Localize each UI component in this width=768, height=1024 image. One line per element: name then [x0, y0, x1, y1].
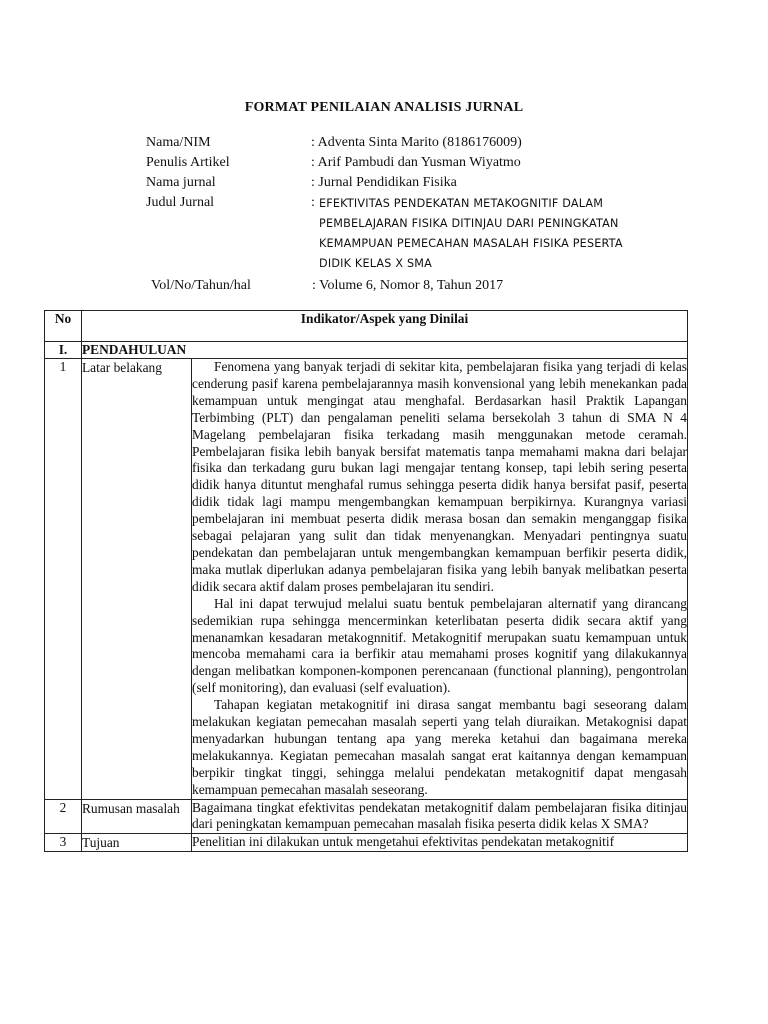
row-content — [192, 359, 688, 800]
paragraph: Bagaimana tingkat efektivitas pendekatan metakognitif dalam pembelajaran fisika ditinjau dari peningkatan kemampuan pemecahan masalah fisika peserta didik kelas X SMA? — [192, 799, 687, 832]
vol-value: : Volume 6, Nomor 8, Tahun 2017 — [312, 278, 504, 293]
paragraph: Penelitian ini dilakukan untuk mengetahui efektivitas pendekatan metakognitif — [192, 834, 615, 850]
section-row — [45, 342, 688, 359]
table-header-row — [45, 311, 688, 342]
meta-row-vol — [146, 276, 706, 296]
jurnal-value: : Jurnal Pendidikan Fisika — [311, 175, 457, 190]
table-row — [45, 359, 688, 800]
section-title: PENDAHULUAN — [82, 342, 688, 359]
table-row — [45, 799, 688, 834]
row-label: Latar belakang — [82, 359, 192, 800]
meta-row-judul — [146, 193, 706, 273]
row-label: Tujuan — [82, 834, 192, 852]
vol-label: Vol/No/Tahun/hal — [151, 278, 251, 293]
jurnal-label: Nama jurnal — [146, 175, 216, 190]
row-number: 3 — [45, 834, 82, 852]
judul-line: EFEKTIVITAS PENDEKATAN METAKOGNITIF DALAM — [319, 197, 604, 210]
meta-row-nama — [146, 133, 706, 153]
row-number: 2 — [45, 799, 82, 834]
paragraph: Fenomena yang banyak terjadi di sekitar kita, pembelajaran fisika yang terjadi di kelas cenderung pasif karena pembelajarannya masih konvensional yang lebih menekankan pada kemampuan untuk mengingat atau menghafal. Berdasarkan hasil Praktik Lapangan Terbimbing (PLT) dan pengalaman peneliti selama bersekolah 3 tahun di SMA N 4 Magelang pembelajaran fisika terkadang masih menggunakan metode ceramah. Pembelajaran fisika lebih banyak bersifat matematis tanpa memahami makna dari belajar fisika dan terkadang guru bukan lagi mengajar tentang konsep, tapi lebih sering peserta didik hanya dituntut menghafal rumus sehingga peserta didik hanya bersifat pasif, peserta didik tidak lagi mampu mengembangkan kemampuan berpikirnya. Kurangnya variasi pembelajaran ini membuat peserta didik merasa bosan dan semakin menganggap fisika sebagai pelajaran yang sulit dan tidak menyenangkan. Menyadari pentingnya suatu pendekatan dan pembelajaran untuk mengembangkan kemampuan berfikir peserta didik, maka mutlak diperlukan adanya pembelajaran fisika yang lebih banyak melibatkan peserta didik secara aktif dalam proses pembelajaran itu sendiri. — [192, 359, 687, 594]
row-label: Rumusan masalah — [82, 799, 192, 834]
judul-value — [319, 193, 706, 273]
judul-label: Judul Jurnal — [146, 195, 215, 210]
section-number: I. — [45, 342, 82, 359]
document-title: FORMAT PENILAIAN ANALISIS JURNAL — [244, 100, 524, 115]
journal-metadata — [146, 133, 706, 296]
row-content — [192, 799, 688, 834]
meta-row-jurnal — [146, 173, 706, 193]
column-header-no: No — [45, 311, 82, 342]
meta-row-penulis — [146, 153, 706, 173]
judul-line: KEMAMPUAN PEMECAHAN MASALAH FISIKA PESERTA — [319, 237, 623, 250]
nama-value: : Adventa Sinta Marito (8186176009) — [311, 135, 522, 150]
judul-line: DIDIK KELAS X SMA — [319, 257, 432, 270]
penulis-label: Penulis Artikel — [146, 155, 230, 170]
row-number: 1 — [45, 359, 82, 800]
penulis-value: : Arif Pambudi dan Yusman Wiyatmo — [311, 155, 521, 170]
judul-separator: : — [311, 195, 315, 210]
table-row — [45, 834, 688, 852]
paragraph: Hal ini dapat terwujud melalui suatu bentuk pembelajaran alternatif yang dirancang sedemikian rupa sehingga mencerminkan keterlibatan peserta didik secara aktif yang menanamkan kesadaran metakognnitif. Metakognitif merupakan suatu kemampuan untuk mencoba memahami cara ia berfikir atau memahami proses kognitif yang dilakukannya dengan melibatkan komponen-komponen perencanaan (functional planning), pengontrolan (self monitoring), dan evaluasi (self evaluation). — [192, 595, 687, 696]
row-content — [192, 834, 688, 852]
assessment-table — [44, 310, 688, 852]
nama-label: Nama/NIM — [146, 135, 211, 150]
judul-line: PEMBELAJARAN FISIKA DITINJAU DARI PENINGKATAN — [319, 217, 619, 230]
paragraph: Tahapan kegiatan metakognitif ini dirasa sangat membantu bagi seseorang dalam melakukan kegiatan pemecahan masalah seperti yang telah diuraikan. Metakognisi dapat menyadarkan hubungan tentang apa yang mereka ketahui dan bagaimana mereka melakukannya. Kegiatan pemecahan masalah sangat erat kaitannya dengan kemampuan berpikir tingkat tinggi, sehingga melalui pendekatan metakognitif dapat mengasah kemampuan pemecahan masalah seseorang. — [192, 697, 687, 797]
column-header-indikator: Indikator/Aspek yang Dinilai — [82, 311, 688, 342]
